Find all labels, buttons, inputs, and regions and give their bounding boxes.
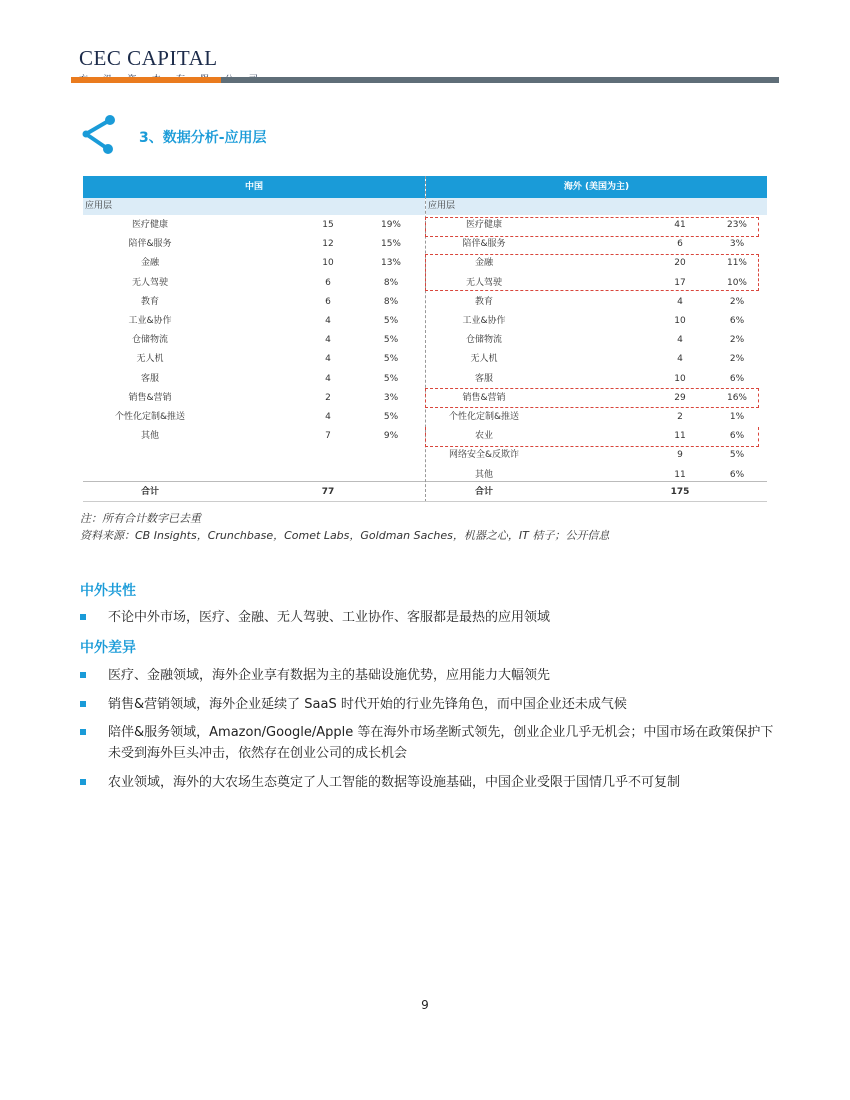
china-subheader: 应用层 [83,198,425,215]
overseas-row-count: 11 [674,469,686,480]
diff-heading: 中外差异 [80,640,136,656]
overseas-row-pct: 1% [729,412,745,422]
overseas-row-pct: 23% [726,220,747,230]
china-row-count: 4 [325,335,331,346]
overseas-row-count: 6 [677,239,683,250]
overseas-row-pct: 5% [729,450,745,461]
china-row-count: 4 [325,354,331,365]
china-row-name: 医疗健康 [131,220,168,230]
section-title: 3、数据分析-应用层 [139,130,267,146]
overseas-row-name: 农业 [474,431,493,442]
china-row-pct: 5% [383,316,399,326]
share-icon [78,112,118,156]
bullet-square-icon [80,701,86,707]
bullet-square-icon [80,779,86,785]
overseas-row-count: 4 [677,335,683,346]
overseas-row-name: 销售&营销 [462,392,506,403]
overseas-row-name: 其他 [474,469,493,480]
china-row-name: 金融 [140,258,159,269]
china-row-pct: 8% [383,296,399,307]
china-row-count: 2 [325,392,331,403]
china-row-pct: 19% [380,220,401,230]
china-row-name: 工业&协作 [128,316,172,326]
china-row-pct: 8% [383,277,399,288]
china-row-pct: 5% [383,412,399,422]
china-row-name: 教育 [140,296,159,307]
china-row-count: 7 [325,431,331,442]
overseas-row-pct: 6% [729,316,745,326]
overseas-row-count: 4 [677,354,683,365]
overseas-row-count: 20 [674,258,686,269]
china-row-name: 客服 [140,373,159,384]
overseas-row-pct: 6% [729,373,745,384]
china-row-pct: 9% [383,431,399,442]
china-row-name: 无人驾驶 [131,277,168,288]
overseas-total-value: 175 [670,487,690,497]
highlight-box-finance-autonomous [425,254,759,291]
common-heading: 中外共性 [80,583,136,599]
china-total-divider [83,481,425,482]
overseas-row-count: 4 [677,296,683,307]
china-row-count: 10 [322,258,334,269]
overseas-row-count: 2 [677,412,683,422]
overseas-row-count: 29 [674,392,686,403]
china-row-count: 12 [322,239,334,250]
china-row-pct: 5% [383,373,399,384]
overseas-row-pct: 2% [729,354,745,365]
overseas-row-pct: 6% [729,469,745,480]
overseas-row-name: 金融 [474,258,493,269]
china-row-name: 其他 [140,431,159,442]
bullet-text: 陪伴&服务领域，Amazon/Google/Apple 等在海外市场垄断式领先，创业企业几乎无机会；中国市场在政策保护下未受到海外巨头冲击，依然存在创业公司的成长机会 [108,725,774,761]
application-layer-table [83,176,767,502]
table-source: 资料来源：CB Insights，Crunchbase，Comet Labs，Goldman Saches，机器之心，IT 桔子；公开信息 [80,529,610,542]
china-row-pct: 5% [383,354,399,365]
overseas-row-count: 11 [674,431,686,442]
bullet-square-icon [80,729,86,735]
highlight-box-medical [425,217,759,237]
logo-main-text: CEC CAPITAL [79,46,218,70]
overseas-subheader: 应用层 [426,198,767,215]
china-row-name: 销售&营销 [128,392,172,403]
overseas-row-name: 客服 [474,373,493,384]
overseas-row-name: 无人机 [470,354,498,365]
bullet-text: 不论中外市场，医疗、金融、无人驾驶、工业协作、客服都是最热的应用领域 [108,610,551,625]
china-row-pct: 15% [380,239,401,250]
highlight-box-sales [425,388,759,408]
china-row-name: 陪伴&服务 [128,239,172,250]
china-header: 中国 [83,176,425,198]
overseas-row-pct: 11% [726,258,747,269]
header-bar-gray [221,77,779,83]
china-row-name: 个性化定制&推送 [114,412,186,422]
china-row-name: 仓储物流 [131,335,168,346]
china-row-pct: 5% [383,335,399,346]
china-row-name: 无人机 [136,354,164,365]
diff-bullet [80,665,780,686]
overseas-row-name: 教育 [474,296,493,307]
china-total-value: 77 [321,487,335,497]
china-total-label: 合计 [140,487,159,497]
bullet-square-icon [80,672,86,678]
china-row-count: 4 [325,412,331,422]
china-row-count: 4 [325,316,331,326]
china-row-pct: 3% [383,392,399,403]
diff-bullet [80,722,780,764]
page-number: 9 [421,998,429,1012]
overseas-row-name: 无人驾驶 [465,277,502,288]
overseas-row-count: 41 [674,220,686,230]
china-row-count: 15 [322,220,334,230]
china-row-count: 4 [325,373,331,384]
overseas-total-label: 合计 [474,487,493,497]
overseas-row-count: 10 [674,316,686,326]
china-row-count: 6 [325,277,331,288]
overseas-row-pct: 3% [729,239,745,250]
table-note: 注：所有合计数字已去重 [80,512,201,525]
overseas-row-name: 工业&协作 [462,316,506,326]
bullet-text: 农业领域，海外的大农场生态奠定了人工智能的数据等设施基础，中国企业受限于国情几乎不可复制 [108,775,681,790]
highlight-box-agriculture [425,427,759,447]
overseas-row-name: 仓储物流 [465,335,502,346]
overseas-row-count: 10 [674,373,686,384]
overseas-row-name: 网络安全&反欺诈 [448,450,520,461]
overseas-row-pct: 2% [729,296,745,307]
diff-bullet [80,694,780,715]
overseas-row-pct: 16% [726,392,747,403]
overseas-row-name: 陪伴&服务 [462,239,506,250]
overseas-row-count: 17 [674,277,686,288]
china-row-pct: 13% [380,258,401,269]
overseas-row-count: 9 [677,450,683,461]
overseas-row-pct: 2% [729,335,745,346]
overseas-row-pct: 6% [729,431,745,442]
overseas-row-pct: 10% [726,277,747,288]
overseas-row-name: 医疗健康 [465,220,502,230]
diff-bullet [80,772,780,793]
bullet-square-icon [80,614,86,620]
bullet-text: 销售&营销领域，海外企业延续了 SaaS 时代开始的行业先锋角色，而中国企业还未成气候 [108,697,627,712]
bullet-text: 医疗、金融领域，海外企业享有数据为主的基础设施优势，应用能力大幅领先 [108,668,551,683]
overseas-header: 海外 (美国为主) [426,176,767,198]
china-row-count: 6 [325,296,331,307]
overseas-row-name: 个性化定制&推送 [448,412,520,422]
header-bar-orange [71,77,221,83]
common-bullet [80,607,780,628]
